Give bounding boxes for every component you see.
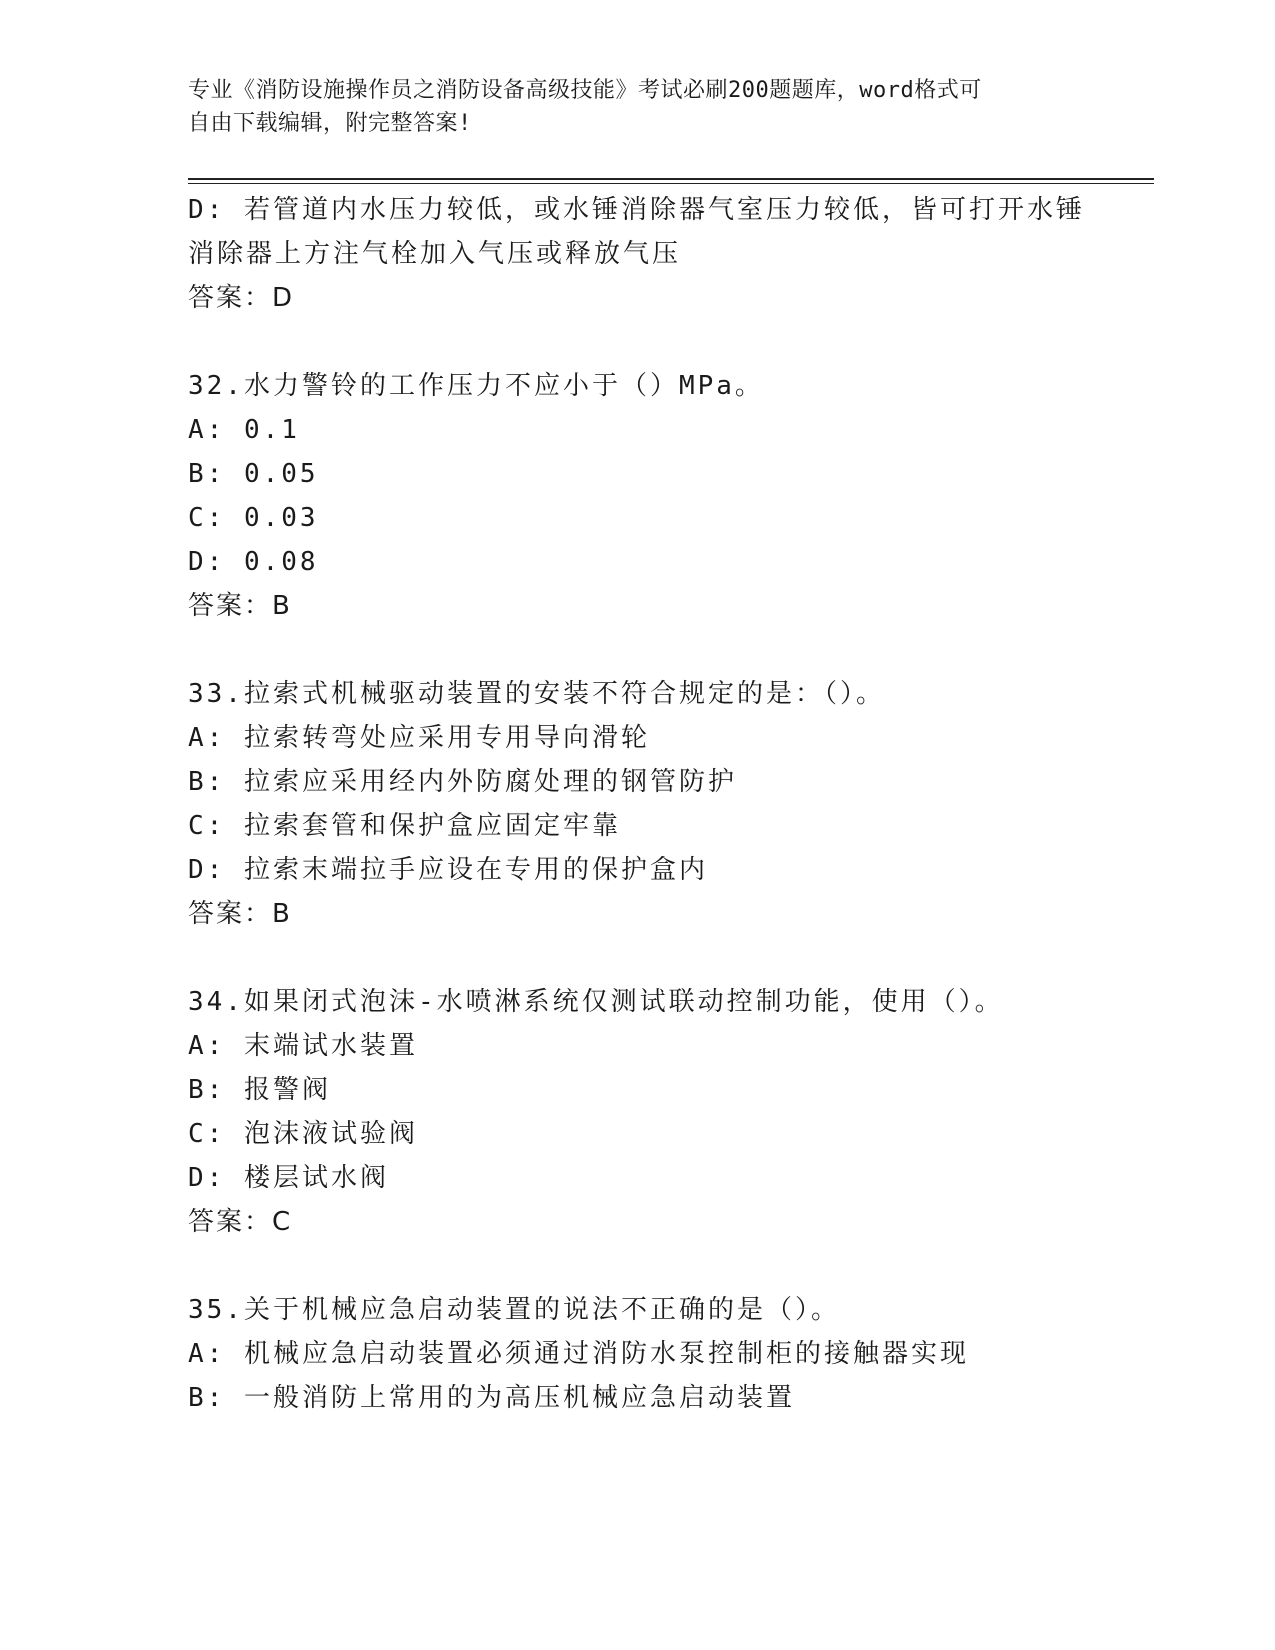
option-c: C: 泡沫液试验阀 (188, 1119, 418, 1149)
header-divider-thick (188, 178, 1154, 180)
answer-31: 答案：D (188, 283, 295, 313)
option-a: A: 机械应急启动装置必须通过消防水泵控制柜的接触器实现 (188, 1339, 969, 1369)
answer-32: 答案：B (188, 591, 292, 621)
document-header (188, 74, 1088, 140)
option-b: B: 一般消防上常用的为高压机械应急启动装置 (188, 1383, 795, 1413)
spacer (188, 936, 1088, 980)
answer-33: 答案：B (188, 899, 292, 929)
option-c: C: 0.03 (188, 503, 319, 533)
header-line-2: 自由下载编辑，附完整答案! (188, 111, 472, 136)
option-d-line-1: D: 若管道内水压力较低，或水锤消除器气室压力较低，皆可打开水锤 (188, 195, 1085, 225)
option-b: B: 报警阀 (188, 1075, 331, 1105)
question-block-33 (188, 672, 1088, 936)
question-block-34 (188, 980, 1088, 1244)
header-divider-thin (188, 183, 1154, 184)
question-block-32 (188, 364, 1088, 628)
header-line-1: 专业《消防设施操作员之消防设备高级技能》考试必刷200题题库，word格式可 (188, 78, 982, 103)
option-a: A: 末端试水装置 (188, 1031, 418, 1061)
question-stem-32: 32.水力警铃的工作压力不应小于（）MPa。 (188, 371, 764, 401)
option-d: D: 楼层试水阀 (188, 1163, 389, 1193)
spacer (188, 320, 1088, 364)
spacer (188, 1244, 1088, 1288)
option-c: C: 拉索套管和保护盒应固定牢靠 (188, 811, 621, 841)
question-stem-33: 33.拉索式机械驱动装置的安装不符合规定的是：（）。 (188, 679, 885, 709)
answer-34: 答案：C (188, 1207, 293, 1237)
document-body (188, 188, 1088, 1420)
question-stem-34: 34.如果闭式泡沫-水喷淋系统仅测试联动控制功能，使用（）。 (188, 987, 1004, 1017)
question-block-31 (188, 188, 1088, 320)
spacer (188, 628, 1088, 672)
option-d-line-2: 消除器上方注气栓加入气压或释放气压 (188, 239, 682, 269)
option-d: D: 0.08 (188, 547, 319, 577)
question-stem-35: 35.关于机械应急启动装置的说法不正确的是（）。 (188, 1295, 840, 1325)
option-a: A: 拉索转弯处应采用专用导向滑轮 (188, 723, 650, 753)
question-block-35 (188, 1288, 1088, 1420)
option-b: B: 0.05 (188, 459, 319, 489)
option-a: A: 0.1 (188, 415, 300, 445)
option-d: D: 拉索末端拉手应设在专用的保护盒内 (188, 855, 708, 885)
option-b: B: 拉索应采用经内外防腐处理的钢管防护 (188, 767, 737, 797)
